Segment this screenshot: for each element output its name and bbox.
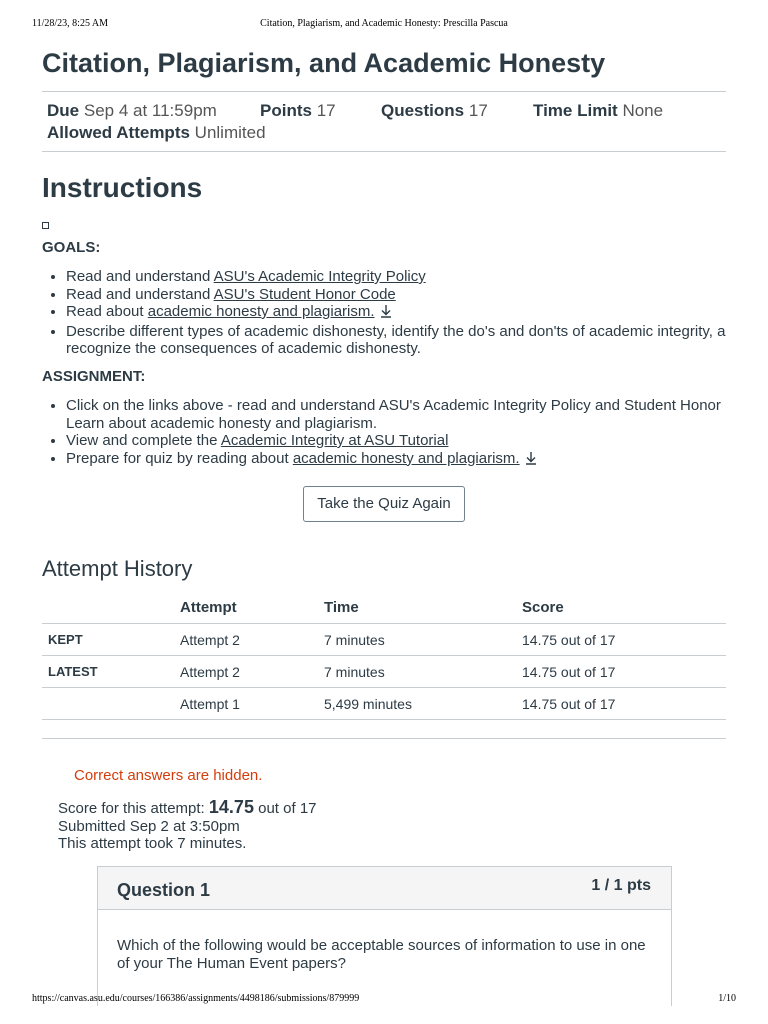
take-quiz-again-button[interactable]: Take the Quiz Again: [303, 486, 465, 522]
attempt-tag: [42, 688, 180, 720]
goal-text: recognize the consequences of academic dishonesty.: [66, 340, 421, 357]
column-header: Time: [324, 592, 522, 624]
attempt-score: 14.75 out of 17: [522, 624, 726, 656]
column-header: [42, 592, 180, 624]
attempts-label: Allowed Attempts: [47, 123, 190, 142]
goal-text: Read and understand: [66, 268, 214, 285]
table-row: [42, 688, 726, 720]
download-icon[interactable]: [379, 304, 393, 323]
attempt-score: 14.75 out of 17: [522, 688, 726, 720]
score-suffix: out of 17: [258, 800, 317, 817]
instructions-heading: Instructions: [42, 172, 203, 203]
assignment-list: [48, 397, 732, 469]
question-card: [97, 866, 672, 1006]
attempt-time: 5,499 minutes: [324, 688, 522, 720]
assignment-text: View and complete the: [66, 432, 221, 449]
list-item: [66, 323, 732, 358]
points-value: 17: [316, 101, 336, 120]
print-url: https://canvas.asu.edu/courses/166386/assignments/4498186/submissions/879999: [32, 993, 360, 1004]
points-label: Points: [260, 101, 312, 120]
download-icon[interactable]: [524, 451, 538, 470]
column-header: Attempt: [180, 592, 324, 624]
divider: [42, 738, 726, 739]
score-label: Score for this attempt:: [58, 800, 205, 817]
attempts-detail: [47, 123, 266, 143]
attempt-link[interactable]: Attempt 1: [180, 688, 324, 720]
attempt-link[interactable]: Attempt 2: [180, 656, 324, 688]
attempt-score: 14.75 out of 17: [522, 656, 726, 688]
question-points: 1 / 1 pts: [591, 877, 651, 894]
list-item: [66, 303, 732, 323]
score-line: [58, 799, 317, 818]
attempt-tag: LATEST: [42, 656, 180, 688]
page-title: Citation, Plagiarism, and Academic Honesty: [42, 48, 606, 78]
list-item: [66, 286, 732, 304]
due-value: Sep 4 at 11:59pm: [83, 101, 217, 120]
answers-hidden-notice: Correct answers are hidden.: [74, 767, 263, 784]
question-header: [98, 867, 671, 910]
questions-label: Questions: [381, 101, 465, 120]
print-date: 11/28/23, 8:25 AM: [32, 18, 109, 29]
questions-value: 17: [468, 101, 488, 120]
due-detail: [47, 101, 217, 121]
score-value: 14.75: [208, 797, 254, 817]
integrity-tutorial-link[interactable]: Academic Integrity at ASU Tutorial: [220, 432, 449, 449]
goal-text: Read and understand: [66, 285, 214, 303]
submitted-text: Submitted Sep 2 at 3:50pm: [58, 817, 240, 835]
attempt-time: 7 minutes: [324, 656, 522, 688]
attempt-tag: KEPT: [42, 624, 180, 656]
academic-integrity-policy-link[interactable]: ASU's Academic Integrity Policy: [213, 268, 426, 285]
attempts-value: Unlimited: [194, 123, 266, 142]
attempt-history-table: [42, 592, 726, 720]
time-limit-detail: [533, 101, 663, 121]
academic-honesty-link[interactable]: academic honesty and plagiarism.: [292, 449, 520, 467]
attempt-history-heading: Attempt History: [42, 556, 193, 581]
attempt-link[interactable]: Attempt 2: [180, 624, 324, 656]
assignment-heading: ASSIGNMENT:: [42, 368, 146, 385]
question-title: Question 1: [117, 880, 211, 900]
questions-detail: [381, 101, 488, 121]
student-honor-code-link[interactable]: ASU's Student Honor Code: [213, 285, 396, 303]
assignment-text: Prepare for quiz by reading about: [66, 449, 293, 467]
print-page-number: 1/10: [718, 993, 736, 1004]
goals-heading: GOALS:: [42, 239, 101, 256]
points-detail: [260, 101, 336, 121]
table-row: [42, 656, 726, 688]
quiz-details: [42, 91, 726, 152]
print-page-title: Citation, Plagiarism, and Academic Honesty: Prescilla Pascua: [260, 18, 508, 29]
print-header: [0, 18, 768, 32]
list-item: [66, 397, 732, 432]
broken-image-icon: [42, 222, 49, 229]
assignment-text: Click on the links above - read and understand ASU's Academic Integrity Policy and Student Honor: [66, 397, 721, 414]
list-item: [66, 432, 732, 450]
time-limit-value: None: [622, 101, 664, 120]
academic-honesty-link[interactable]: academic honesty and plagiarism.: [147, 303, 375, 320]
table-header-row: [42, 592, 726, 624]
question-text: Which of the following would be acceptable sources of information to use in one of your The Human Event papers?: [117, 937, 646, 972]
attempt-summary: [58, 799, 317, 853]
attempt-time: 7 minutes: [324, 624, 522, 656]
goal-text: Describe different types of academic dishonesty, identify the do's and don'ts of academic integrity, a: [66, 322, 726, 340]
list-item: [66, 450, 732, 470]
time-limit-label: Time Limit: [533, 101, 618, 120]
table-row: [42, 624, 726, 656]
column-header: Score: [522, 592, 726, 624]
assignment-text: Learn about academic honesty and plagiarism.: [66, 414, 378, 432]
duration-text: This attempt took 7 minutes.: [58, 835, 247, 852]
goal-text: Read about: [66, 303, 148, 320]
goals-list: [48, 268, 732, 358]
due-label: Due: [47, 101, 80, 120]
list-item: [66, 268, 732, 286]
